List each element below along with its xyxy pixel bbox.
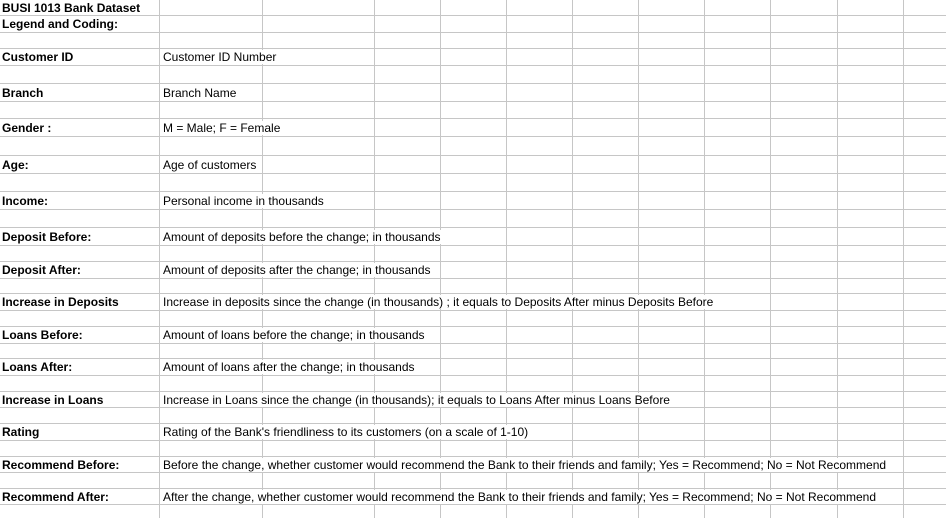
label-deposit-after[interactable]: Deposit After: [2, 263, 81, 277]
row-divider [0, 407, 946, 408]
label-customer-id[interactable]: Customer ID [2, 50, 74, 64]
row-divider [0, 456, 946, 457]
label-rating[interactable]: Rating [2, 425, 40, 439]
label-gender[interactable]: Gender : [2, 121, 52, 135]
row-divider [0, 504, 946, 505]
row-divider [0, 326, 946, 327]
label-deposit-before[interactable]: Deposit Before: [2, 230, 92, 244]
row-divider [0, 118, 946, 119]
desc-loans-before[interactable]: Amount of loans before the change; in thousands [163, 328, 425, 342]
desc-rating[interactable]: Rating of the Bank's friendliness to its customers (on a scale of 1-10) [163, 425, 529, 439]
sheet-title[interactable]: BUSI 1013 Bank Dataset [2, 1, 141, 15]
row-divider [0, 173, 946, 174]
label-increase-in-loans[interactable]: Increase in Loans [2, 393, 104, 407]
desc-deposit-after[interactable]: Amount of deposits after the change; in thousands [163, 263, 431, 277]
row-divider [0, 83, 946, 84]
desc-customer-id[interactable]: Customer ID Number [163, 50, 277, 64]
label-branch[interactable]: Branch [2, 86, 44, 100]
label-loans-after[interactable]: Loans After: [2, 360, 73, 374]
row-divider [0, 101, 946, 102]
label-recommend-after[interactable]: Recommend After: [2, 490, 109, 504]
row-divider [0, 209, 946, 210]
row-divider [0, 310, 946, 311]
row-divider [0, 423, 946, 424]
desc-increase-in-deposits[interactable]: Increase in deposits since the change (in thousands) ; it equals to Deposits After minus Deposits Before [163, 295, 714, 309]
desc-increase-in-loans[interactable]: Increase in Loans since the change (in thousands); it equals to Loans After minus Loans Before [163, 393, 670, 407]
row-divider [0, 358, 946, 359]
row-divider [0, 293, 946, 294]
desc-gender[interactable]: M = Male; F = Female [163, 121, 281, 135]
desc-income[interactable]: Personal income in thousands [163, 194, 324, 208]
desc-recommend-after[interactable]: After the change, whether customer would recommend the Bank to their friends and family; Yes = Recommend; No = Not Recommend [163, 490, 877, 504]
row-divider [0, 48, 946, 49]
sheet-subtitle[interactable]: Legend and Coding: [2, 17, 118, 31]
row-divider [0, 191, 946, 192]
row-divider [0, 343, 946, 344]
row-divider [0, 278, 946, 279]
row-divider [0, 440, 946, 441]
desc-loans-after[interactable]: Amount of loans after the change; in thousands [163, 360, 415, 374]
row-divider [0, 488, 946, 489]
row-divider [0, 472, 946, 473]
desc-branch[interactable]: Branch Name [163, 86, 237, 100]
label-income[interactable]: Income: [2, 194, 49, 208]
row-divider [0, 136, 946, 137]
row-divider [0, 261, 946, 262]
desc-age[interactable]: Age of customers [163, 158, 257, 172]
row-divider [0, 32, 946, 33]
row-divider [0, 155, 946, 156]
row-divider [0, 15, 946, 16]
label-loans-before[interactable]: Loans Before: [2, 328, 83, 342]
row-divider [0, 227, 946, 228]
row-divider [0, 391, 946, 392]
label-recommend-before[interactable]: Recommend Before: [2, 458, 120, 472]
desc-deposit-before[interactable]: Amount of deposits before the change; in thousands [163, 230, 441, 244]
label-increase-in-deposits[interactable]: Increase in Deposits [2, 295, 119, 309]
row-divider [0, 245, 946, 246]
row-divider [0, 375, 946, 376]
desc-recommend-before[interactable]: Before the change, whether customer would recommend the Bank to their friends and family; Yes = Recommend; No = Not Recommend [163, 458, 887, 472]
row-divider [0, 65, 946, 66]
label-age[interactable]: Age: [2, 158, 29, 172]
